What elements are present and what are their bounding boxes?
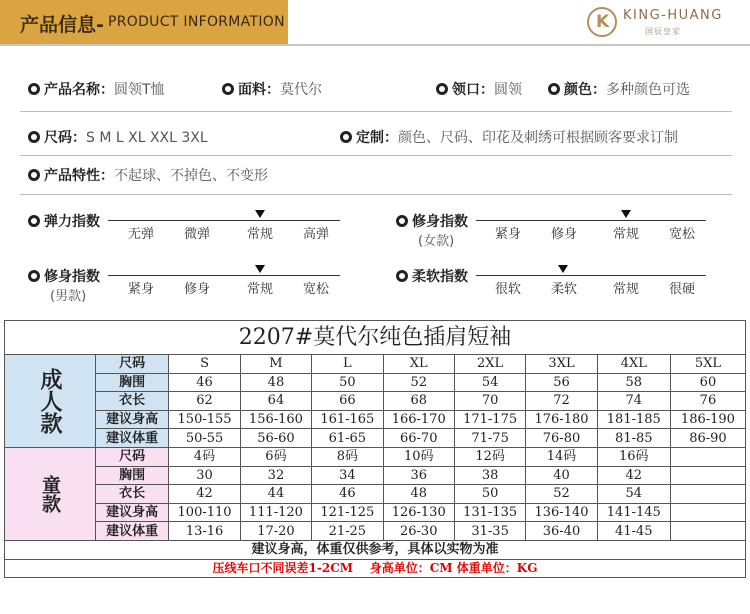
row-label: 建议体重 xyxy=(96,429,169,448)
table-cell: 60 xyxy=(670,373,745,392)
table-cell: 70 xyxy=(454,392,525,411)
bullet-icon xyxy=(222,83,234,95)
table-cell: 6码 xyxy=(240,447,311,466)
table-cell: 42 xyxy=(597,466,670,485)
table-row xyxy=(5,466,746,485)
table-cell: 72 xyxy=(526,392,597,411)
table-cell: 52 xyxy=(526,485,597,504)
scale-marker-icon xyxy=(621,210,631,218)
info-label: 颜色： xyxy=(564,82,606,98)
scale-option: 紧身 xyxy=(127,282,154,297)
scale-option: 修身 xyxy=(183,282,210,297)
table-cell: 186-190 xyxy=(670,410,745,429)
info-label: 领口： xyxy=(452,82,494,98)
scale-marker-icon xyxy=(255,210,265,218)
table-cell: 50 xyxy=(312,373,383,392)
table-cell: 46 xyxy=(312,485,383,504)
info-value: 圆领 xyxy=(494,82,522,98)
scale-label: 柔软指数 xyxy=(396,266,468,286)
table-cell: 126-130 xyxy=(383,503,454,522)
info-divider xyxy=(20,194,732,195)
header-title-bar xyxy=(0,0,288,44)
table-cell: 131-135 xyxy=(454,503,525,522)
table-cell xyxy=(670,447,745,466)
bullet-icon xyxy=(28,270,40,282)
header-title-zh: 产品信息- xyxy=(20,14,104,36)
bullet-icon xyxy=(28,215,40,227)
table-row xyxy=(5,373,746,392)
table-cell: 58 xyxy=(597,373,670,392)
scale-option: 修身 xyxy=(550,227,577,242)
table-cell: 141-145 xyxy=(597,503,670,522)
info-size xyxy=(28,127,208,147)
bullet-icon xyxy=(436,83,448,95)
row-label: 尺码 xyxy=(96,447,169,466)
logo-text: KING-HUANG xyxy=(623,8,723,23)
table-cell: 171-175 xyxy=(454,410,525,429)
row-label: 胸围 xyxy=(96,466,169,485)
scale-option: 微弹 xyxy=(183,227,210,242)
scale-option: 宽松 xyxy=(302,282,329,297)
table-cell: 100-110 xyxy=(169,503,240,522)
scale-label: 修身指数 xyxy=(28,266,100,286)
table-cell: 176-180 xyxy=(526,410,597,429)
table-cell: 62 xyxy=(169,392,240,411)
scale-sublabel: (男款) xyxy=(50,289,87,304)
table-cell: 34 xyxy=(312,466,383,485)
table-cell: 30 xyxy=(169,466,240,485)
row-label: 衣长 xyxy=(96,485,169,504)
kids-group-label: 童款 xyxy=(5,447,96,540)
table-warning: 压线车口不同误差1-2CM 身高单位：CM 体重单位：KG xyxy=(5,559,746,578)
scale-option: 常规 xyxy=(246,227,273,242)
table-cell: 181-185 xyxy=(597,410,670,429)
table-row xyxy=(5,355,746,374)
table-row xyxy=(5,522,746,541)
size-chart-table xyxy=(4,320,746,578)
table-cell: 36-40 xyxy=(526,522,597,541)
scale-line xyxy=(108,220,340,221)
row-label: 建议身高 xyxy=(96,410,169,429)
scale-option: 常规 xyxy=(612,227,639,242)
info-product-name xyxy=(28,79,165,99)
table-row xyxy=(5,503,746,522)
table-cell: 12码 xyxy=(454,447,525,466)
table-cell: 121-125 xyxy=(312,503,383,522)
table-cell: 52 xyxy=(383,373,454,392)
scale-line xyxy=(476,220,706,221)
info-color xyxy=(548,79,690,99)
scale-option: 无弹 xyxy=(127,227,154,242)
info-label: 产品名称： xyxy=(44,82,114,98)
table-row xyxy=(5,410,746,429)
brand-logo xyxy=(587,6,737,40)
table-cell: 61-65 xyxy=(312,429,383,448)
scale-marker-icon xyxy=(558,265,568,273)
header-title-en: PRODUCT INFORMATION xyxy=(108,14,285,30)
info-collar xyxy=(436,79,522,99)
table-cell: S xyxy=(169,355,240,374)
table-row xyxy=(5,447,746,466)
scale-line xyxy=(108,275,340,276)
table-cell xyxy=(670,485,745,504)
table-row xyxy=(5,429,746,448)
scale-option: 很软 xyxy=(494,282,521,297)
info-divider xyxy=(20,155,732,156)
table-cell: 150-155 xyxy=(169,410,240,429)
header-divider xyxy=(0,44,750,46)
table-cell: 40 xyxy=(526,466,597,485)
scale-option: 高弹 xyxy=(302,227,329,242)
logo-mark-icon xyxy=(587,7,617,37)
table-cell: 48 xyxy=(383,485,454,504)
row-label: 胸围 xyxy=(96,373,169,392)
table-row xyxy=(5,485,746,504)
table-cell: 2XL xyxy=(454,355,525,374)
table-cell: 161-165 xyxy=(312,410,383,429)
scale-label: 弹力指数 xyxy=(28,211,100,231)
scale-label: 修身指数 xyxy=(396,211,468,231)
scale-option: 常规 xyxy=(612,282,639,297)
table-cell: 56-60 xyxy=(240,429,311,448)
scale-option: 很硬 xyxy=(668,282,695,297)
scale-marker-icon xyxy=(255,265,265,273)
table-cell: 32 xyxy=(240,466,311,485)
table-cell: XL xyxy=(383,355,454,374)
scale-option: 常规 xyxy=(246,282,273,297)
row-label: 衣长 xyxy=(96,392,169,411)
table-cell: 21-25 xyxy=(312,522,383,541)
info-value: 颜色、尺码、印花及刺绣可根据顾客要求订制 xyxy=(398,130,678,146)
scale-option: 紧身 xyxy=(494,227,521,242)
table-cell: M xyxy=(240,355,311,374)
table-cell: 111-120 xyxy=(240,503,311,522)
row-label: 尺码 xyxy=(96,355,169,374)
table-cell: L xyxy=(312,355,383,374)
table-cell: 136-140 xyxy=(526,503,597,522)
table-cell: 44 xyxy=(240,485,311,504)
bullet-icon xyxy=(28,83,40,95)
table-cell xyxy=(670,503,745,522)
table-cell: 166-170 xyxy=(383,410,454,429)
bullet-icon xyxy=(396,215,408,227)
table-row xyxy=(5,392,746,411)
table-note: 建议身高，体重仅供参考，具体以实物为准 xyxy=(5,540,746,559)
info-divider xyxy=(20,111,732,112)
row-label: 建议身高 xyxy=(96,503,169,522)
info-label: 面料： xyxy=(238,82,280,98)
table-cell: 38 xyxy=(454,466,525,485)
info-label: 产品特性： xyxy=(44,168,114,184)
row-label: 建议体重 xyxy=(96,522,169,541)
table-cell: 36 xyxy=(383,466,454,485)
table-cell: 4码 xyxy=(169,447,240,466)
table-cell: 4XL xyxy=(597,355,670,374)
info-label: 定制： xyxy=(356,130,398,146)
info-features xyxy=(28,165,268,185)
table-cell: 74 xyxy=(597,392,670,411)
info-value: 不起球、不掉色、不变形 xyxy=(114,168,268,184)
info-label: 尺码： xyxy=(44,130,86,146)
table-cell: 17-20 xyxy=(240,522,311,541)
logo-subtext: 国辰皇家 xyxy=(645,27,681,36)
table-cell: 14码 xyxy=(526,447,597,466)
table-cell: 54 xyxy=(597,485,670,504)
info-value: S M L XL XXL 3XL xyxy=(86,130,208,146)
table-cell: 156-160 xyxy=(240,410,311,429)
scale-option: 宽松 xyxy=(668,227,695,242)
bullet-icon xyxy=(340,131,352,143)
table-cell: 5XL xyxy=(670,355,745,374)
scale-line xyxy=(476,275,706,276)
table-cell: 10码 xyxy=(383,447,454,466)
page-header xyxy=(0,0,750,48)
table-cell: 42 xyxy=(169,485,240,504)
table-cell xyxy=(670,466,745,485)
adult-group-label: 成人款 xyxy=(5,355,96,448)
info-value: 圆领T恤 xyxy=(114,82,165,98)
table-title: 2207#莫代尔纯色插肩短袖 xyxy=(5,321,746,355)
table-cell: 50 xyxy=(454,485,525,504)
table-cell: 48 xyxy=(240,373,311,392)
bullet-icon xyxy=(548,83,560,95)
table-cell: 68 xyxy=(383,392,454,411)
bullet-icon xyxy=(28,131,40,143)
table-cell: 76 xyxy=(670,392,745,411)
table-cell: 56 xyxy=(526,373,597,392)
table-cell: 54 xyxy=(454,373,525,392)
table-cell: 46 xyxy=(169,373,240,392)
table-cell: 50-55 xyxy=(169,429,240,448)
table-cell: 66 xyxy=(312,392,383,411)
table-cell: 31-35 xyxy=(454,522,525,541)
table-cell: 64 xyxy=(240,392,311,411)
scale-option: 柔软 xyxy=(550,282,577,297)
bullet-icon xyxy=(396,270,408,282)
table-cell: 81-85 xyxy=(597,429,670,448)
table-cell: 26-30 xyxy=(383,522,454,541)
info-custom xyxy=(340,127,678,147)
info-fabric xyxy=(222,79,322,99)
table-cell: 13-16 xyxy=(169,522,240,541)
table-cell: 3XL xyxy=(526,355,597,374)
table-cell: 86-90 xyxy=(670,429,745,448)
scale-sublabel: (女款) xyxy=(418,234,455,249)
info-value: 多种颜色可选 xyxy=(606,82,690,98)
table-cell: 71-75 xyxy=(454,429,525,448)
table-cell: 41-45 xyxy=(597,522,670,541)
table-cell: 66-70 xyxy=(383,429,454,448)
table-cell xyxy=(670,522,745,541)
table-cell: 8码 xyxy=(312,447,383,466)
bullet-icon xyxy=(28,169,40,181)
table-cell: 76-80 xyxy=(526,429,597,448)
table-cell: 16码 xyxy=(597,447,670,466)
info-value: 莫代尔 xyxy=(280,82,322,98)
